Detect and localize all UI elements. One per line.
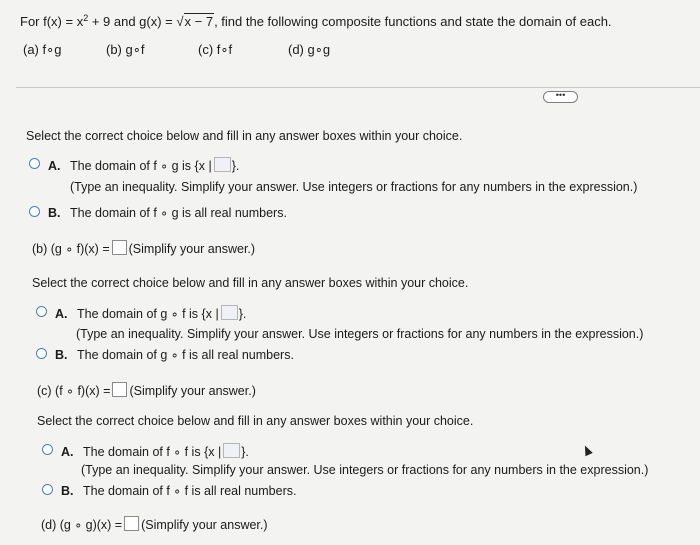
part-c-label: (c) f∘f bbox=[198, 42, 233, 57]
option-text: The domain of f ∘ g is bbox=[69, 159, 192, 173]
answer-input-c[interactable] bbox=[112, 382, 127, 397]
part-c-question bbox=[37, 382, 256, 398]
option-b-b bbox=[55, 347, 294, 362]
set-close: }. bbox=[238, 307, 247, 321]
stem-prefix: For f(x) = x bbox=[20, 14, 84, 29]
option-b-a bbox=[55, 305, 246, 321]
part-a-label: (a) f∘g bbox=[23, 42, 62, 57]
answer-input-b[interactable] bbox=[112, 240, 127, 255]
set-open: {x | bbox=[194, 159, 212, 173]
domain-input-a[interactable] bbox=[214, 157, 231, 172]
composite-label: (d) (g ∘ g)(x) = bbox=[41, 518, 123, 532]
choose-instruction-b: Select the correct choice below and fill in any answer boxes within your choice. bbox=[32, 276, 469, 290]
composite-label: (b) (g ∘ f)(x) = bbox=[32, 242, 110, 256]
hint-text: (Simplify your answer.) bbox=[128, 242, 256, 256]
question-stem bbox=[20, 14, 612, 29]
choose-instruction-a: Select the correct choice below and fill in any answer boxes within your choice. bbox=[26, 129, 463, 143]
option-a-b bbox=[48, 205, 287, 220]
part-d-label: (d) g∘g bbox=[288, 42, 331, 57]
stem-mid: + 9 and g(x) = bbox=[88, 14, 177, 29]
radio-c-option-b[interactable] bbox=[42, 484, 53, 495]
set-close: }. bbox=[231, 159, 240, 173]
set-open: {x | bbox=[201, 307, 219, 321]
option-text: The domain of f ∘ f is all real numbers. bbox=[82, 484, 297, 498]
option-a-a bbox=[48, 157, 239, 173]
option-letter: A. bbox=[55, 307, 68, 321]
option-letter: B. bbox=[61, 484, 74, 498]
option-c-a bbox=[61, 443, 249, 459]
sqrt-icon: √ bbox=[176, 14, 184, 29]
type-note-c: (Type an inequality. Simplify your answer. Use integers or fractions for any numbers in the expression.) bbox=[81, 463, 649, 477]
radio-a-option-b[interactable] bbox=[29, 206, 40, 217]
option-letter: B. bbox=[48, 206, 61, 220]
hint-text: (Simplify your answer.) bbox=[141, 518, 268, 532]
radio-b-option-a[interactable] bbox=[36, 306, 47, 317]
radicand: x − 7 bbox=[184, 14, 214, 29]
type-note-a: (Type an inequality. Simplify your answer. Use integers or fractions for any numbers in the expression.) bbox=[70, 180, 638, 194]
part-b-label: (b) g∘f bbox=[106, 42, 145, 57]
section-divider bbox=[16, 87, 700, 88]
option-letter: B. bbox=[55, 348, 68, 362]
exponent: 2 bbox=[83, 13, 89, 23]
answer-input-d[interactable] bbox=[124, 516, 139, 531]
option-letter: A. bbox=[61, 445, 74, 459]
radio-a-option-a[interactable] bbox=[29, 158, 40, 169]
option-c-b bbox=[61, 483, 296, 498]
set-close: }. bbox=[241, 445, 249, 459]
option-text: The domain of f ∘ g is all real numbers. bbox=[69, 206, 287, 220]
option-text: The domain of g ∘ f is bbox=[76, 307, 199, 321]
composite-label: (c) (f ∘ f)(x) = bbox=[37, 384, 111, 398]
domain-input-b[interactable] bbox=[221, 305, 238, 320]
option-text: The domain of f ∘ f is bbox=[82, 445, 201, 459]
hint-text: (Simplify your answer.) bbox=[129, 384, 256, 398]
set-open: {x | bbox=[204, 445, 222, 459]
part-b-question bbox=[32, 240, 255, 256]
domain-input-c[interactable] bbox=[223, 443, 240, 458]
radio-b-option-b[interactable] bbox=[36, 348, 47, 359]
option-text: The domain of g ∘ f is all real numbers. bbox=[76, 348, 294, 362]
radio-c-option-a[interactable] bbox=[42, 444, 53, 455]
stem-suffix: , find the following composite functions and state the domain of each. bbox=[214, 14, 612, 29]
more-options-button[interactable]: ••• bbox=[543, 91, 578, 103]
sqrt-expression bbox=[176, 14, 214, 29]
option-letter: A. bbox=[48, 159, 61, 173]
choose-instruction-c: Select the correct choice below and fill in any answer boxes within your choice. bbox=[37, 414, 474, 428]
part-d-question bbox=[41, 516, 268, 532]
mouse-cursor-icon bbox=[581, 444, 592, 456]
type-note-b: (Type an inequality. Simplify your answer. Use integers or fractions for any numbers in the expression.) bbox=[76, 327, 644, 341]
